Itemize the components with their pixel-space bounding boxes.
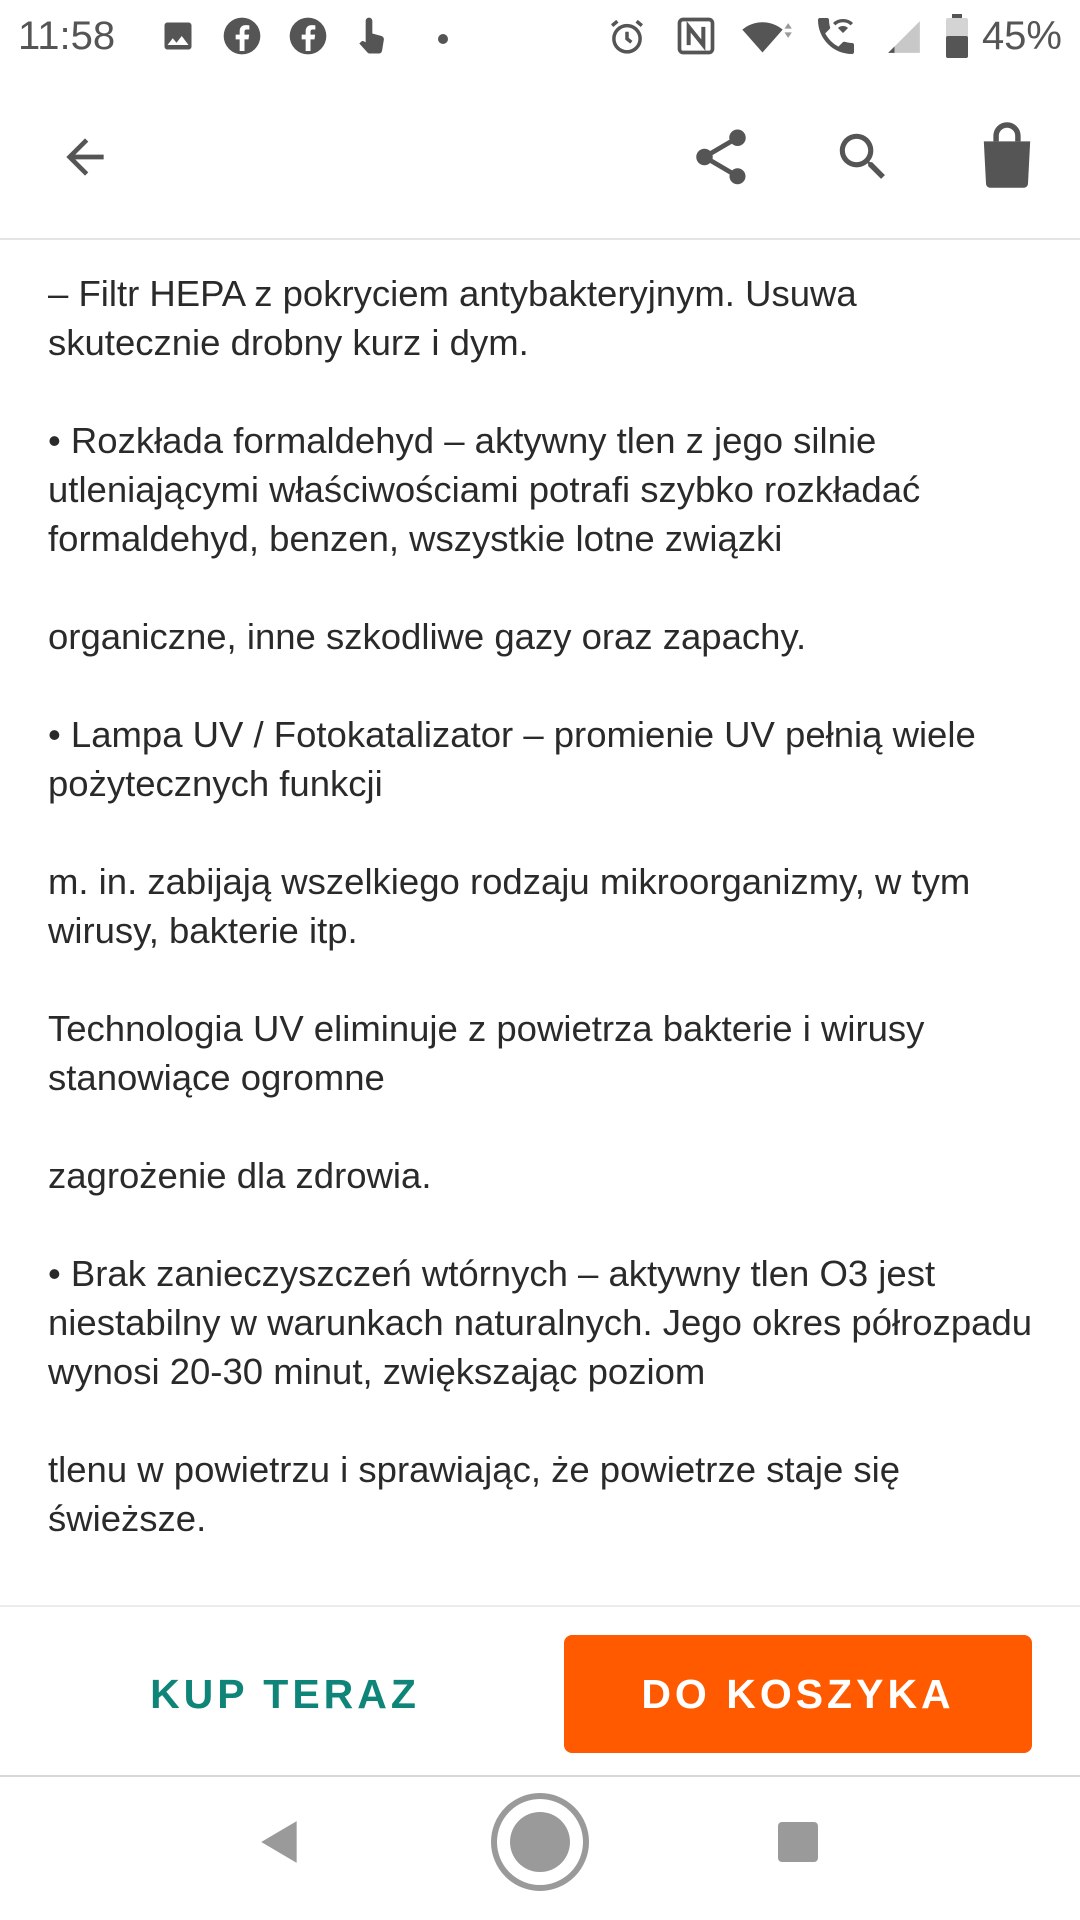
purchase-action-bar [0, 1605, 1080, 1777]
battery-percent: 45% [981, 14, 1062, 58]
back-button[interactable] [40, 114, 130, 204]
nav-home-icon [488, 1790, 592, 1899]
cart-button[interactable] [962, 112, 1052, 202]
touch-icon [354, 14, 394, 63]
description-paragraph: Technologia UV eliminuje z powietrza bakterie i wirusy stanowiące ogromne [48, 1008, 925, 1098]
app-bar [0, 78, 1080, 240]
battery-icon [944, 12, 970, 65]
alarm-icon [606, 16, 648, 63]
nav-recents-button[interactable] [743, 1789, 853, 1899]
system-navigation-bar [0, 1777, 1080, 1920]
image-icon [160, 18, 196, 59]
add-to-cart-button[interactable]: DO KOSZYKA [564, 1635, 1032, 1753]
wifi-calling-icon [812, 12, 860, 65]
description-paragraph: tlenu w powietrzu i sprawiając, że powietrze staje się świeższe. [48, 1449, 901, 1539]
status-time: 11:58 [18, 14, 116, 58]
nfc-icon [674, 14, 718, 63]
share-button[interactable] [676, 114, 766, 204]
buy-now-button[interactable]: KUP TERAZ [150, 1670, 420, 1717]
nav-back-button[interactable] [225, 1789, 335, 1899]
signal-icon [884, 18, 924, 61]
description-paragraph: • Lampa UV / Fotokatalizator – promienie UV pełnią wiele pożytecznych funkcji [48, 714, 976, 804]
nav-home-button[interactable] [485, 1789, 595, 1899]
product-description [0, 240, 1080, 1605]
description-paragraph: • Rozkłada formaldehyd – aktywny tlen z jego silnie utleniającymi właściwościami potrafi szybko rozkładać formaldehyd, benzen, wszystkie lotne związki [48, 420, 921, 559]
dot-icon [437, 32, 449, 50]
arrow-back-icon [57, 129, 113, 190]
description-paragraph: – Filtr HEPA z pokryciem antybakteryjnym. Usuwa skutecznie drobny kurz i dym. [48, 273, 857, 363]
shopping-bag-icon [977, 122, 1037, 193]
description-paragraph: zagrożenie dla zdrowia. [48, 1155, 432, 1196]
description-paragraph: organiczne, inne szkodliwe gazy oraz zapachy. [48, 616, 807, 657]
description-paragraph: • Brak zanieczyszczeń wtórnych – aktywny tlen O3 jest niestabilny w warunkach naturalnych. Jego okres półrozpadu wynosi 20-30 minut, zwiększając poziom [48, 1253, 1033, 1392]
facebook-icon [288, 16, 328, 61]
status-bar [0, 0, 1080, 78]
search-icon [832, 126, 894, 193]
nav-back-icon [255, 1816, 305, 1873]
share-icon [688, 124, 754, 195]
facebook-icon [222, 16, 262, 61]
wifi-icon [740, 14, 796, 63]
description-paragraph: m. in. zabijają wszelkiego rodzaju mikroorganizmy, w tym wirusy, bakterie itp. [48, 861, 971, 951]
nav-recents-icon [774, 1818, 822, 1871]
description-text [48, 269, 1038, 1592]
search-button[interactable] [818, 114, 908, 204]
